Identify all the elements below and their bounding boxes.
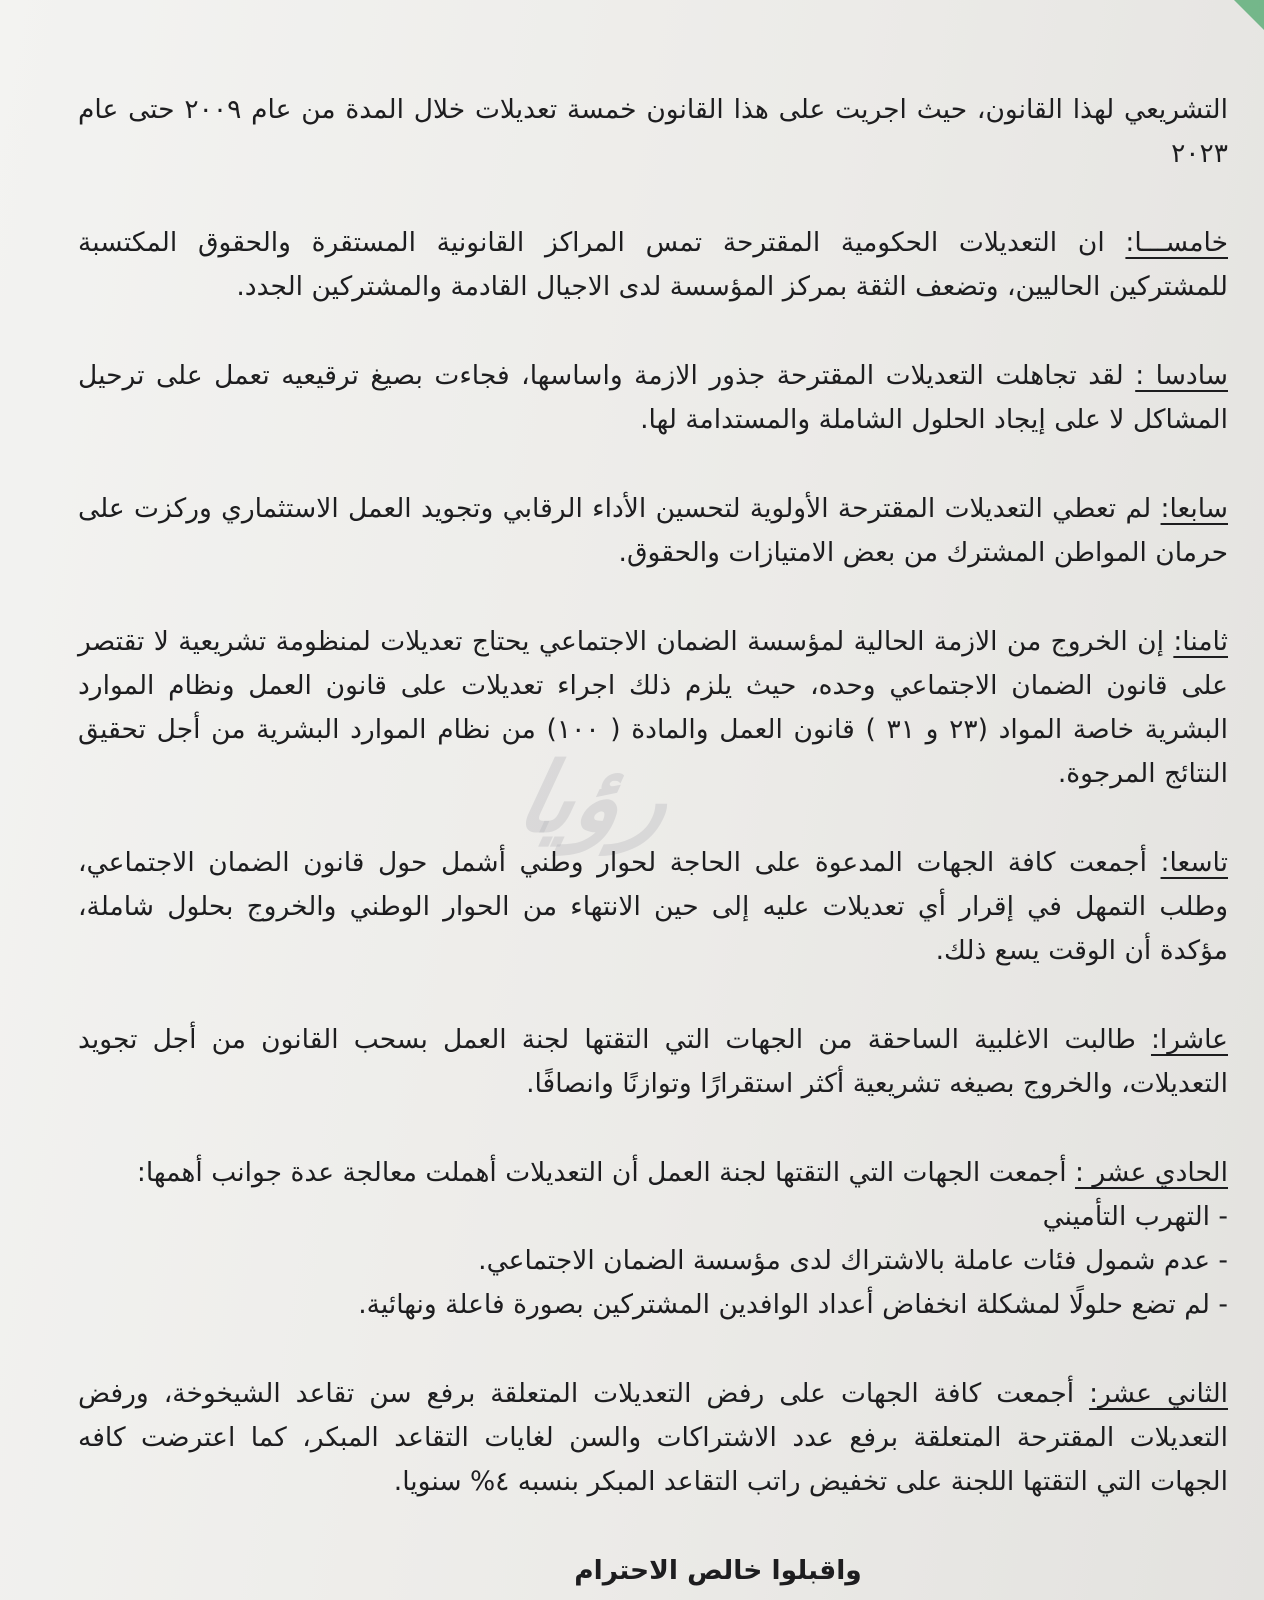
list-item: - التهرب التأميني: [1042, 1201, 1228, 1232]
paragraph-tenth: [78, 1018, 1228, 1106]
intro-paragraph: التشريعي لهذا القانون، حيث اجريت على هذا القانون خمسة تعديلات خلال المدة من عام ٢٠٠٩ حتى عام ٢٠٢٣: [78, 94, 1228, 169]
paragraph-eleventh: [78, 1151, 1228, 1327]
paragraph-text: لم تعطي التعديلات المقترحة الأولوية لتحسين الأداء الرقابي وتجويد العمل الاستثماري وركزت على حرمان المواطن المشترك من بعض الامتيازات والحقوق.: [78, 493, 1228, 568]
list-item: - عدم شمول فئات عاملة بالاشتراك لدى مؤسسة الضمان الاجتماعي.: [478, 1245, 1228, 1276]
list-item: - لم تضع حلولًا لمشكلة انخفاض أعداد الوافدين المشتركين بصورة فاعلة ونهائية.: [358, 1289, 1228, 1320]
paragraph-eighth: [78, 620, 1228, 796]
paragraph-lead: تاسعا:: [1160, 847, 1228, 878]
paragraph-lead: الحادي عشر :: [1074, 1157, 1228, 1188]
paragraph-lead: سابعا:: [1160, 493, 1228, 524]
paragraph-text: ان التعديلات الحكومية المقترحة تمس المراكز القانونية المستقرة والحقوق المكتسبة للمشتركين الحاليين، وتضعف الثقة بمركز المؤسسة لدى الاجيال القادمة والمشتركين الجدد.: [78, 227, 1228, 302]
paragraph-sixth: [78, 354, 1228, 442]
bullet-list: [78, 1195, 1228, 1327]
paragraph-ninth: [78, 841, 1228, 973]
paragraph-lead: عاشرا:: [1150, 1024, 1228, 1055]
paragraph-text: طالبت الاغلبية الساحقة من الجهات التي التقتها لجنة العمل بسحب القانون من أجل تجويد التعديلات، والخروج بصيغه تشريعية أكثر استقرارًا وتوازنًا وانصافًا.: [78, 1024, 1228, 1099]
closing-salutation: واقبلوا خالص الاحترام: [574, 1555, 862, 1586]
paragraph-text: أجمعت كافة الجهات المدعوة على الحاجة لحوار وطني أشمل حول قانون الضمان الاجتماعي، وطلب التمهل في إقرار أي تعديلات عليه إلى حين الانتهاء من الحوار الوطني والخروج بحلول شاملة، مؤكدة أن الوقت يسع ذلك.: [78, 847, 1228, 966]
paragraph-text: أجمعت الجهات التي التقتها لجنة العمل أن التعديلات أهملت معالجة عدة جوانب أهمها:: [136, 1157, 1075, 1188]
paragraph-twelfth: [78, 1372, 1228, 1504]
paragraph-lead: خامســـا:: [1125, 227, 1228, 258]
paragraph-lead: الثاني عشر:: [1089, 1378, 1229, 1409]
watermark-logo: رؤيا: [508, 742, 681, 854]
paragraph-seventh: [78, 487, 1228, 575]
paragraph-fifth: [78, 221, 1228, 309]
paragraph-text: إن الخروج من الازمة الحالية لمؤسسة الضمان الاجتماعي يحتاج تعديلات لمنظومة تشريعية لا تقتصر على قانون الضمان الاجتماعي وحده، حيث يلزم ذلك اجراء تعديلات على قانون العمل ونظام الموارد البشرية خاصة المواد (٢٣ و ٣١ ) قانون العمل والمادة ( ١٠٠) من نظام الموارد البشرية من أجل تحقيق النتائج المرجوة.: [78, 626, 1228, 789]
paragraph-lead: ثامنا:: [1173, 626, 1228, 657]
paragraph-eleventh-intro: [78, 1151, 1228, 1195]
paragraph-text: لقد تجاهلت التعديلات المقترحة جذور الازمة واساسها، فجاءت بصيغ ترقيعيه تعمل على ترحيل المشاكل لا على إيجاد الحلول الشاملة والمستدامة لها.: [78, 360, 1228, 435]
paragraph-text: أجمعت كافة الجهات على رفض التعديلات المتعلقة برفع سن تقاعد الشيخوخة، ورفض التعديلات المقترحة المتعلقة برفع عدد الاشتراكات والسن لغايات التقاعد المبكر، كما اعترضت كافه الجهات التي التقتها اللجنة على تخفيض راتب التقاعد المبكر بنسبه ٤% سنويا.: [78, 1378, 1228, 1497]
letter-body: [78, 88, 1228, 1593]
green-corner-decoration: [1234, 0, 1264, 30]
paragraph-lead: سادسا :: [1135, 360, 1228, 391]
